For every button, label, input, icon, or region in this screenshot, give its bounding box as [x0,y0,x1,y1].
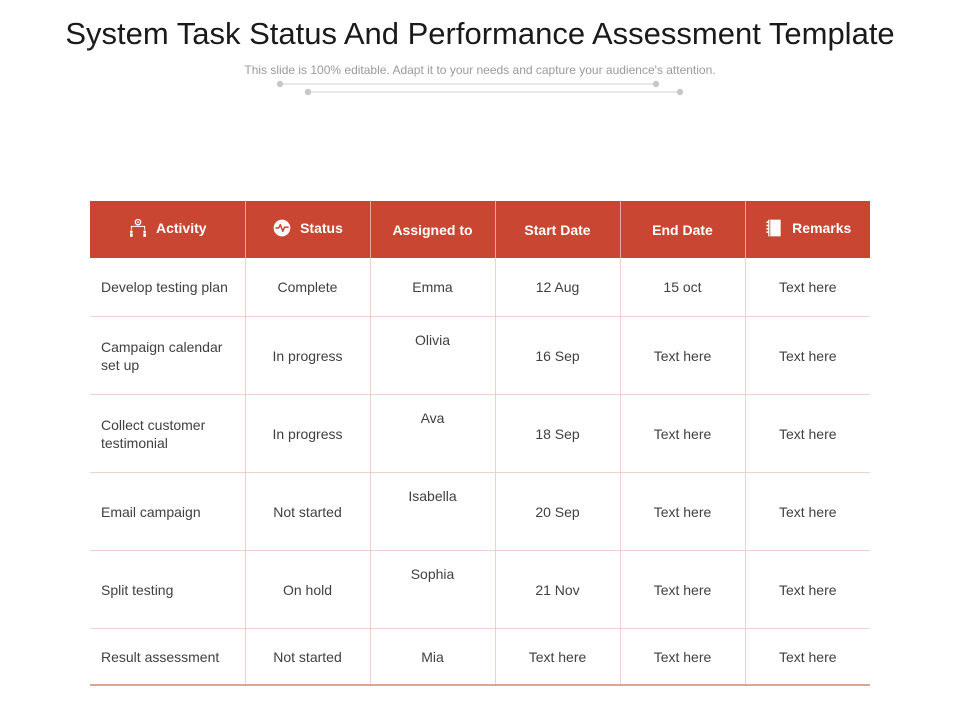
cell-assigned-to: Ava [370,395,495,473]
cell-assigned-to: Isabella [370,473,495,551]
cell-start-date: 16 Sep [495,317,620,395]
cell-status: Not started [245,473,370,551]
cell-start-date: 21 Nov [495,551,620,629]
cell-start-date: 18 Sep [495,395,620,473]
cell-end-date: Text here [620,395,745,473]
cell-end-date: Text here [620,317,745,395]
page-subtitle: This slide is 100% editable. Adapt it to your needs and capture your audience's attention. [244,63,716,77]
cell-status: Complete [245,258,370,317]
header-activity [90,201,245,258]
header-label: Activity [155,220,207,236]
cell-assigned-to: Emma [370,258,495,317]
header-label: Status [300,220,343,236]
notebook-icon [764,218,784,238]
table-header-row [90,201,870,258]
table-row [90,551,870,629]
cell-start-date: 12 Aug [495,258,620,317]
cell-remarks: Text here [745,551,870,629]
header-label: Start Date [524,221,591,238]
cell-assigned-to: Sophia [370,551,495,629]
header-assigned-to [370,201,495,258]
header-end-date [620,201,745,258]
header-start-date [495,201,620,258]
decorative-connector-lines [270,78,690,100]
cell-assigned-to: Olivia [370,317,495,395]
cell-end-date: Text here [620,629,745,686]
header-label: End Date [652,221,713,238]
cell-activity: Develop testing plan [90,258,245,317]
header-label: Remarks [792,220,852,236]
cell-end-date: Text here [620,551,745,629]
table-row [90,473,870,551]
cell-end-date: 15 oct [620,258,745,317]
header-status [245,201,370,258]
cell-start-date: Text here [495,629,620,686]
team-structure-icon [128,218,148,238]
table-row [90,258,870,317]
task-status-table [90,201,870,686]
cell-activity: Collect customer testimonial [90,395,245,473]
cell-remarks: Text here [745,258,870,317]
table-row [90,629,870,686]
cell-activity: Split testing [90,551,245,629]
cell-remarks: Text here [745,473,870,551]
header-label: Assigned to [392,221,473,238]
header-remarks [745,201,870,258]
cell-remarks: Text here [745,395,870,473]
cell-end-date: Text here [620,473,745,551]
table-row [90,317,870,395]
cell-status: In progress [245,317,370,395]
cell-activity: Result assessment [90,629,245,686]
cell-status: In progress [245,395,370,473]
cell-activity: Email campaign [90,473,245,551]
heartbeat-icon [272,218,292,238]
cell-status: On hold [245,551,370,629]
cell-remarks: Text here [745,629,870,686]
cell-status: Not started [245,629,370,686]
table-row [90,395,870,473]
cell-remarks: Text here [745,317,870,395]
page-title: System Task Status And Performance Assessment Template [65,16,895,51]
cell-assigned-to: Mia [370,629,495,686]
cell-activity: Campaign calendar set up [90,317,245,395]
cell-start-date: 20 Sep [495,473,620,551]
